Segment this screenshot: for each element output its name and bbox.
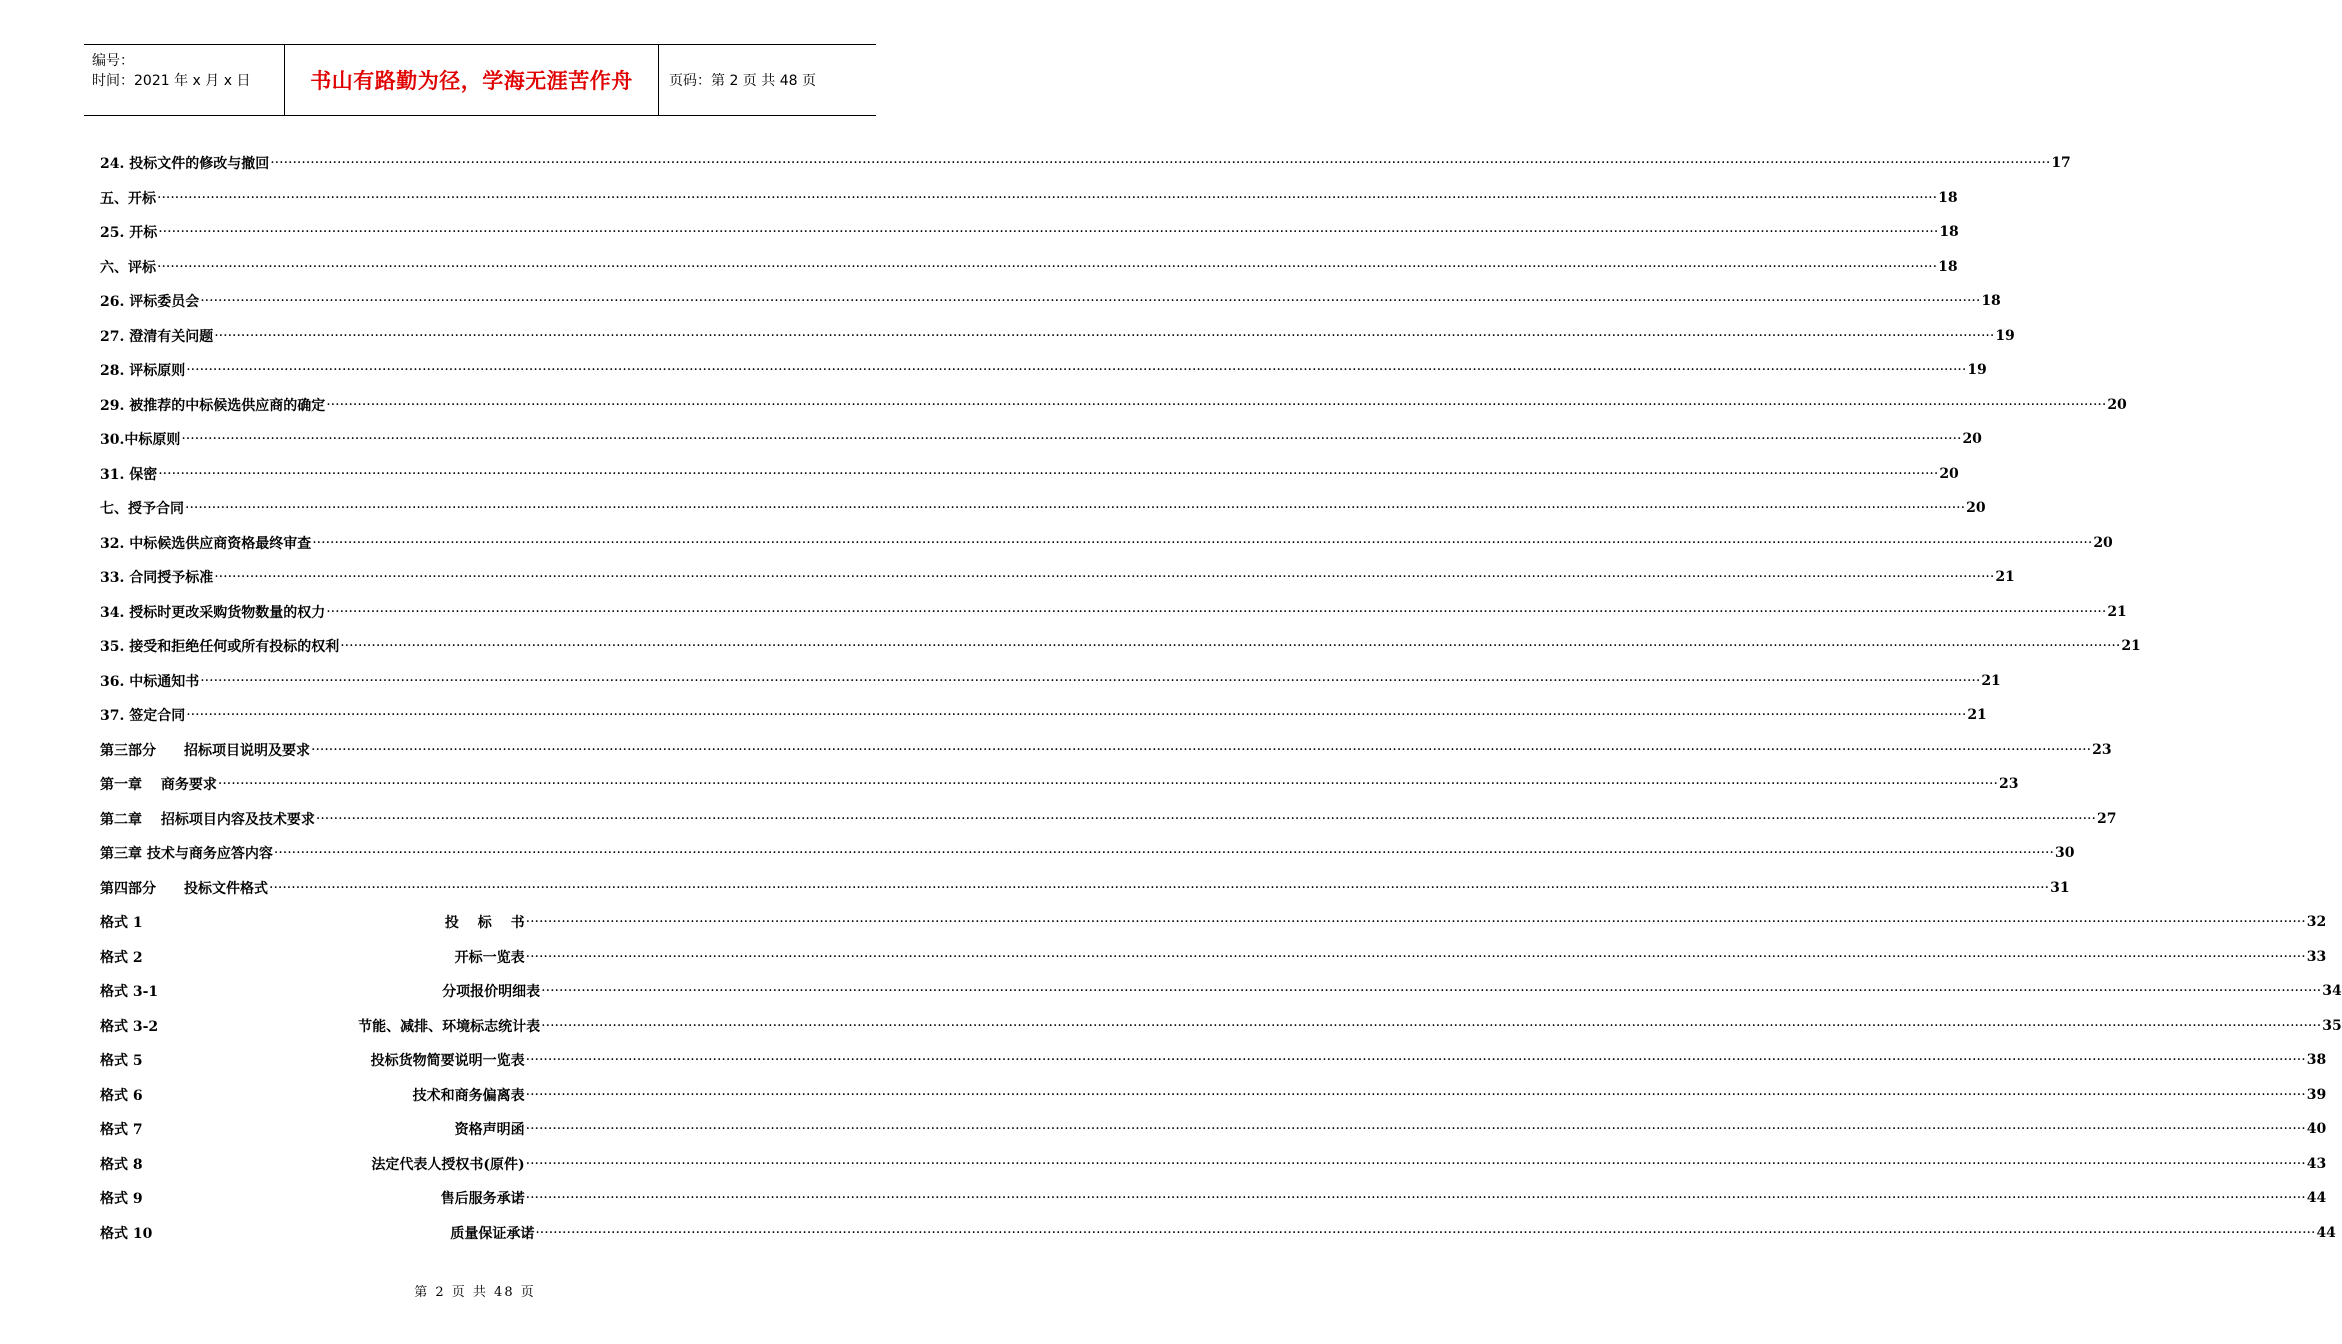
toc-entry[interactable]: [100, 664, 2001, 699]
header-motto: 书山有路勤为径，学海无涯苦作舟: [284, 45, 659, 115]
dot-leader: ················································································································································································································································································································································································································: [525, 1052, 2306, 1069]
toc-entry-page: 31: [2050, 879, 2070, 896]
dot-leader: ················································································································································································································································································································································································································: [181, 431, 1962, 448]
toc-entry[interactable]: [100, 181, 1958, 216]
toc-entry-title: 26. 评标委员会: [100, 294, 200, 311]
dot-leader: ················································································································································································································································································································································································································: [525, 1190, 2306, 1207]
header-time: 时间：2021 年 x 月 x 日: [92, 73, 251, 89]
toc-entry-page: 18: [1938, 258, 1958, 275]
dot-leader: ················································································································································································································································································································································································································: [185, 500, 1966, 517]
toc-entry-title: 五、开标: [100, 190, 156, 207]
toc-entry-title: 30.中标原则: [100, 432, 181, 449]
toc-entry[interactable]: [100, 457, 1959, 492]
toc-entry-page: 21: [2121, 638, 2141, 655]
toc-entry-page: 32: [2306, 914, 2327, 931]
toc-entry-title: 31. 保密: [100, 466, 158, 483]
header-number: 编号：: [92, 53, 134, 69]
format-label: 格式 10: [100, 1225, 153, 1242]
toc-entry-title: 第三部分 招标项目说明及要求: [100, 742, 310, 759]
toc-entry-page: 21: [1981, 672, 2001, 689]
format-label: 格式 2: [100, 949, 143, 966]
format-title: 投 标 书: [444, 915, 525, 932]
dot-leader: ················································································································································································································································································································································································································: [525, 948, 2306, 965]
toc-entry-page: 21: [1967, 707, 1987, 724]
dot-leader: ················································································································································································································································································································································································································: [157, 189, 1938, 206]
format-label: 格式 1: [100, 915, 143, 932]
page-footer: 第 2 页 共 48 页: [414, 1285, 536, 1300]
toc-entry-page: 20: [1966, 500, 1986, 517]
header-meta: [84, 45, 284, 115]
toc-entry-page: 18: [1938, 189, 1958, 206]
toc-entry-title: 34. 授标时更改采购货物数量的权力: [100, 604, 326, 621]
toc-entry-page: 34: [2322, 983, 2342, 1000]
toc-entry-title: 24. 投标文件的修改与撤回: [100, 156, 270, 173]
toc-entry-page: 23: [1998, 776, 2019, 793]
toc-entry-page: 43: [2306, 1155, 2327, 1172]
dot-leader: ················································································································································································································································································································································································································: [525, 1086, 2306, 1103]
toc-entry[interactable]: [100, 526, 2113, 561]
toc-format-entry[interactable]: [100, 1147, 2327, 1182]
dot-leader: ················································································································································································································································································································································································································: [200, 293, 1981, 310]
toc-entry[interactable]: [100, 698, 1987, 733]
toc-entry-page: 44: [2306, 1190, 2327, 1207]
toc-entry[interactable]: [100, 146, 2071, 181]
toc-format-entry[interactable]: [100, 1078, 2327, 1113]
toc-entry-page: 20: [2107, 396, 2127, 413]
toc-entry-page: 17: [2051, 155, 2071, 172]
toc-format-entry[interactable]: [100, 1216, 2336, 1251]
toc-entry-title: 28. 评标原则: [100, 363, 186, 380]
format-title: 法定代表人授权书(原件): [371, 1156, 525, 1173]
toc-entry-page: 38: [2306, 1052, 2327, 1069]
toc-format-entry[interactable]: [100, 1043, 2327, 1078]
toc-entry-page: 19: [1995, 327, 2015, 344]
toc-format-entry[interactable]: [100, 905, 2327, 940]
toc-entry-title: 第四部分 投标文件格式: [100, 880, 268, 897]
toc-entry-page: 30: [2054, 845, 2075, 862]
dot-leader: ················································································································································································································································································································································································································: [217, 776, 1998, 793]
toc-entry-page: 44: [2316, 1224, 2336, 1241]
toc-entry-page: 21: [1995, 569, 2015, 586]
dot-leader: ················································································································································································································································································································································································································: [312, 534, 2093, 551]
toc-entry[interactable]: [100, 836, 2075, 871]
toc-format-entry[interactable]: [100, 1112, 2327, 1147]
format-title: 技术和商务偏离表: [412, 1087, 525, 1104]
toc-entry-page: 20: [2093, 534, 2113, 551]
toc-entry-page: 21: [2107, 603, 2127, 620]
format-title: 投标货物简要说明一览表: [370, 1053, 525, 1070]
toc-entry-page: 19: [1967, 362, 1987, 379]
format-title: 开标一览表: [454, 949, 525, 966]
dot-leader: ················································································································································································································································································································································································································: [525, 1121, 2306, 1138]
toc-entry-page: 39: [2306, 1086, 2327, 1103]
toc-entry[interactable]: [100, 871, 2070, 906]
toc-format-entry[interactable]: [100, 974, 2342, 1009]
toc-entry[interactable]: [100, 595, 2127, 630]
toc-format-entry[interactable]: [100, 1009, 2342, 1044]
dot-leader: ················································································································································································································································································································································································································: [326, 603, 2107, 620]
toc-entry[interactable]: [100, 319, 2015, 354]
toc-entry-page: 23: [2092, 741, 2112, 758]
toc-entry-page: 33: [2306, 948, 2327, 965]
toc-entry[interactable]: [100, 422, 1982, 457]
toc-entry-title: 37. 签定合同: [100, 708, 186, 725]
toc-entry[interactable]: [100, 491, 1986, 526]
toc-entry-page: 35: [2322, 1017, 2342, 1034]
format-label: 格式 6: [100, 1087, 143, 1104]
toc-entry-title: 33. 合同授予标准: [100, 570, 214, 587]
format-label: 格式 5: [100, 1053, 143, 1070]
format-label: 格式 9: [100, 1191, 143, 1208]
toc-entry-title: 第三章 技术与商务应答内容: [100, 846, 273, 863]
toc-entry[interactable]: [100, 767, 2019, 802]
header-page-info: 页码：第 2 页 共 48 页: [669, 73, 816, 89]
dot-leader: ················································································································································································································································································································································································································: [158, 224, 1939, 241]
toc-format-entry[interactable]: [100, 940, 2327, 975]
toc-entry-title: 25. 开标: [100, 225, 158, 242]
toc-entry-page: 18: [1939, 224, 1959, 241]
toc-entry-title: 32. 中标候选供应商资格最终审查: [100, 535, 312, 552]
toc-entry[interactable]: [100, 284, 2001, 319]
dot-leader: ················································································································································································································································································································································································································: [311, 741, 2092, 758]
dot-leader: ················································································································································································································································································································································································································: [535, 1224, 2316, 1241]
toc-entry-title: 29. 被推荐的中标候选供应商的确定: [100, 397, 326, 414]
toc-entry-title: 第二章 招标项目内容及技术要求: [100, 811, 315, 828]
format-label: 格式 8: [100, 1156, 143, 1173]
dot-leader: ················································································································································································································································································································································································································: [340, 638, 2121, 655]
toc-entry[interactable]: [100, 250, 1958, 285]
toc-entry[interactable]: [100, 215, 1959, 250]
dot-leader: ················································································································································································································································································································································································································: [270, 155, 2051, 172]
toc-entry[interactable]: [100, 388, 2127, 423]
dot-leader: ················································································································································································································································································································································································································: [200, 672, 1981, 689]
dot-leader: ················································································································································································································································································································································································································: [315, 810, 2096, 827]
dot-leader: ················································································································································································································································································································································································································: [525, 914, 2306, 931]
dot-leader: ················································································································································································································································································································································································································: [541, 983, 2322, 1000]
toc-entry-title: 第一章 商务要求: [100, 777, 217, 794]
toc-entry[interactable]: [100, 802, 2117, 837]
toc-entry[interactable]: [100, 353, 1987, 388]
dot-leader: ················································································································································································································································································································································································································: [158, 465, 1939, 482]
toc-entry-page: 20: [1962, 431, 1982, 448]
toc-entry-title: 35. 接受和拒绝任何或所有投标的权利: [100, 639, 340, 656]
page-header: [84, 44, 876, 116]
dot-leader: ················································································································································································································································································································································································································: [326, 396, 2107, 413]
toc-entry-title: 36. 中标通知书: [100, 673, 200, 690]
dot-leader: ················································································································································································································································································································································································································: [541, 1017, 2322, 1034]
format-label: 格式 3-2: [100, 1018, 159, 1035]
format-title: 资格声明函: [454, 1122, 525, 1139]
toc-entry-title: 七、授予合同: [100, 501, 184, 518]
format-label: 格式 7: [100, 1122, 143, 1139]
toc-entry-page: 18: [1981, 293, 2001, 310]
toc-entry-page: 40: [2306, 1121, 2327, 1138]
dot-leader: ················································································································································································································································································································································································································: [269, 879, 2050, 896]
table-of-contents: [100, 146, 2342, 1250]
format-label: 格式 3-1: [100, 984, 159, 1001]
toc-format-entry[interactable]: [100, 1181, 2327, 1216]
toc-entry[interactable]: [100, 733, 2112, 768]
toc-entry-title: 六、评标: [100, 259, 156, 276]
toc-entry-title: 27. 澄清有关问题: [100, 328, 214, 345]
toc-entry-page: 27: [2096, 810, 2117, 827]
dot-leader: ················································································································································································································································································································································································································: [214, 327, 1995, 344]
dot-leader: ················································································································································································································································································································································································································: [525, 1155, 2306, 1172]
toc-entry[interactable]: [100, 560, 2015, 595]
toc-entry[interactable]: [100, 629, 2141, 664]
toc-entry-page: 20: [1939, 465, 1959, 482]
dot-leader: ················································································································································································································································································································································································································: [186, 707, 1967, 724]
format-title: 节能、减排、环境标志统计表: [358, 1018, 541, 1035]
dot-leader: ················································································································································································································································································································································································································: [186, 362, 1967, 379]
dot-leader: ················································································································································································································································································································································································································: [273, 845, 2054, 862]
dot-leader: ················································································································································································································································································································································································································: [157, 258, 1938, 275]
format-title: 分项报价明细表: [442, 984, 541, 1001]
format-title: 售后服务承诺: [440, 1191, 525, 1208]
format-title: 质量保证承诺: [450, 1225, 535, 1242]
dot-leader: ················································································································································································································································································································································································································: [214, 569, 1995, 586]
